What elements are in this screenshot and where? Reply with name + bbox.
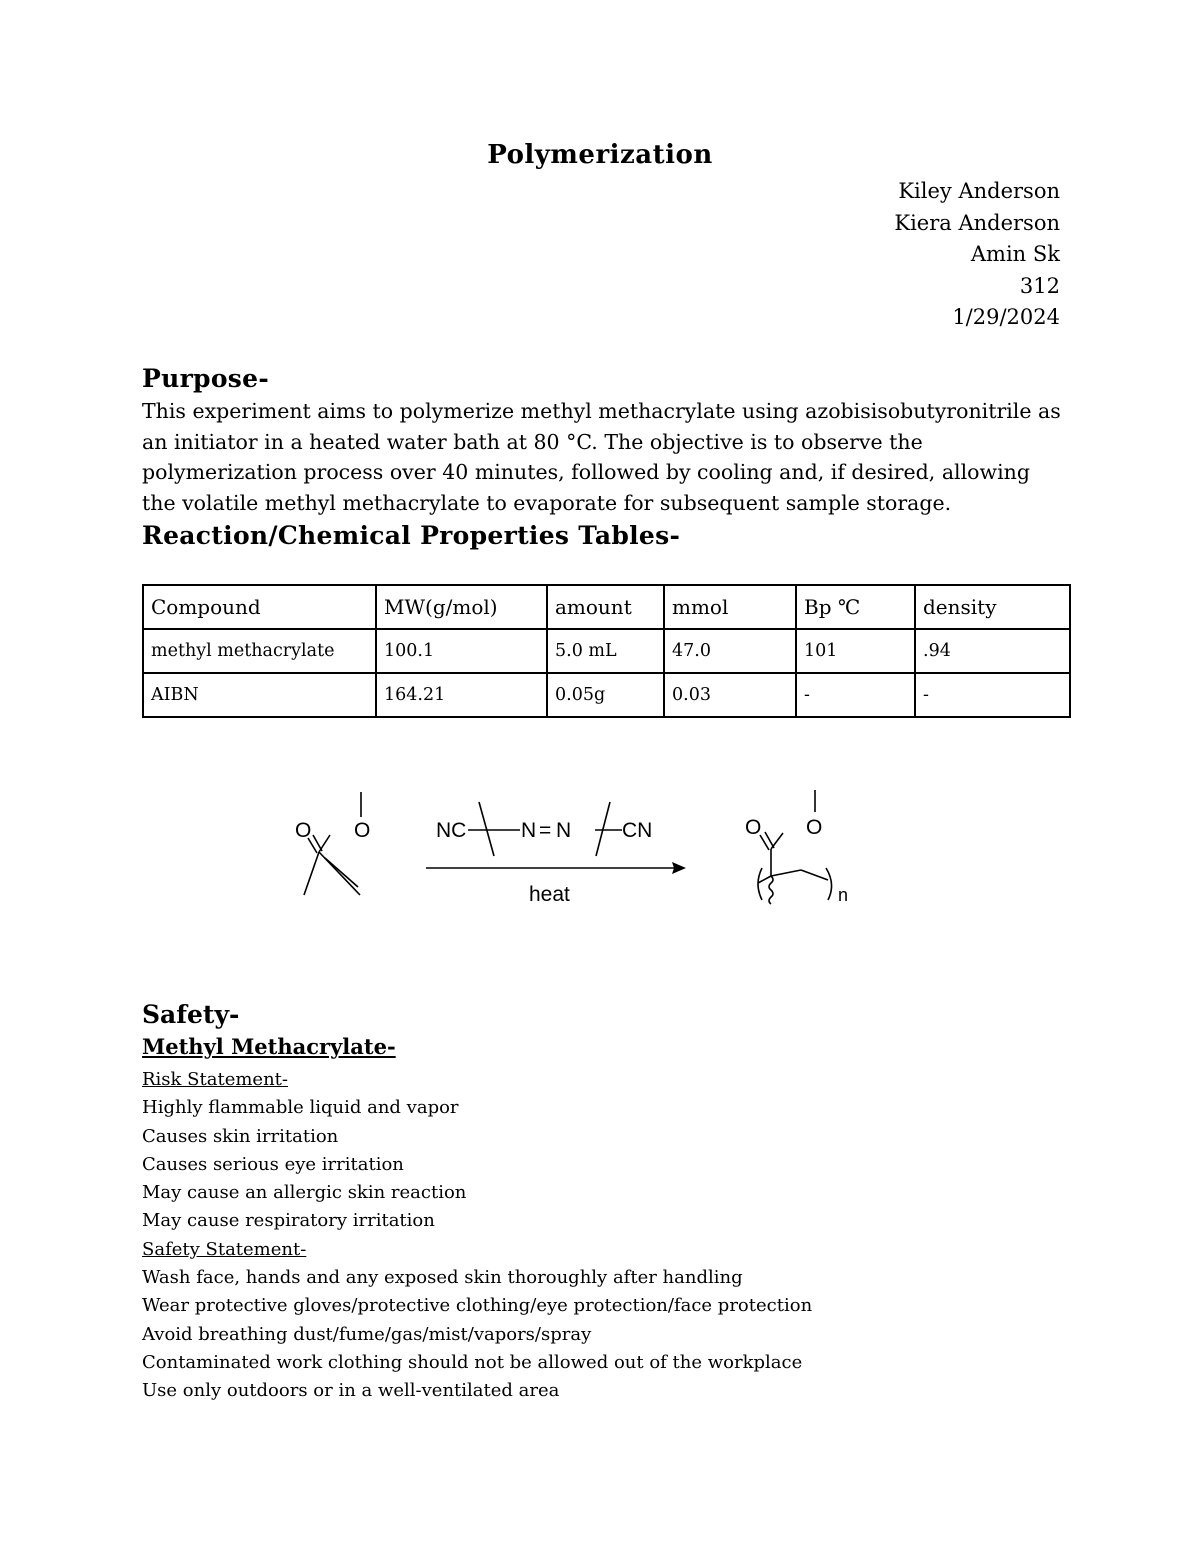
list-item: Causes skin irritation xyxy=(142,1125,339,1147)
column-header: density xyxy=(915,585,1070,629)
list-item: Wash face, hands and any exposed skin thoroughly after handling xyxy=(142,1267,743,1289)
purpose-line: an initiator in a heated water bath at 80 °C. The objective is to observe the xyxy=(142,429,923,454)
list-item: Highly flammable liquid and vapor xyxy=(142,1097,459,1119)
reaction-arrow-head xyxy=(672,862,686,874)
reagent-n1: N xyxy=(521,819,537,842)
table-cell: methyl methacrylate xyxy=(143,629,376,673)
reagent-double-bond: = xyxy=(539,819,552,842)
table-cell: 5.0 mL xyxy=(547,629,664,673)
section-number: 312 xyxy=(1019,273,1060,298)
purpose-line: This experiment aims to polymerize methyl methacrylate using azobisisobutyronitrile as xyxy=(142,399,1061,423)
table-cell: - xyxy=(796,673,915,717)
table-cell: 164.21 xyxy=(376,673,547,717)
list-item: Contaminated work clothing should not be allowed out of the workplace xyxy=(142,1351,803,1373)
list-item: May cause an allergic skin reaction xyxy=(142,1182,467,1204)
table-cell: 0.03 xyxy=(664,673,796,717)
table-cell: 0.05g xyxy=(547,673,664,717)
column-header: mmol xyxy=(664,585,796,629)
safety-statement-heading: Safety Statement- xyxy=(142,1238,307,1260)
reaction-scheme xyxy=(280,780,880,920)
page-title: Polymerization xyxy=(487,140,713,170)
product-atom-o: O xyxy=(745,816,762,839)
list-item: Avoid breathing dust/fume/gas/mist/vapors/spray xyxy=(142,1323,592,1345)
product-structure xyxy=(758,790,832,904)
column-header: MW(g/mol) xyxy=(376,585,547,629)
list-item: Wear protective gloves/protective clothing/eye protection/face protection xyxy=(142,1295,813,1317)
risk-statement-heading: Risk Statement- xyxy=(142,1069,288,1090)
table-cell: - xyxy=(915,673,1070,717)
author-line: Kiley Anderson xyxy=(898,179,1060,203)
reaction-condition: heat xyxy=(529,883,570,906)
author-block xyxy=(894,176,1060,334)
column-header: Bp ℃ xyxy=(796,585,915,629)
product-subscript-n: n xyxy=(838,885,849,905)
table-row xyxy=(143,629,1070,673)
table-cell: 101 xyxy=(796,629,915,673)
table-header-row xyxy=(143,585,1070,629)
reactant-atom-o: O xyxy=(354,819,371,842)
safety-list xyxy=(142,1066,812,1406)
date: 1/29/2024 xyxy=(952,305,1060,329)
list-item: Use only outdoors or in a well-ventilated area xyxy=(142,1380,560,1402)
list-item: May cause respiratory irritation xyxy=(142,1210,435,1232)
chemical-properties-table xyxy=(142,584,1071,718)
column-header: amount xyxy=(547,585,664,629)
purpose-line: polymerization process over 40 minutes, followed by cooling and, if desired, allowing xyxy=(142,460,1030,484)
reagent-n2: N xyxy=(556,819,572,842)
column-header: Compound xyxy=(143,585,376,629)
purpose-line: the volatile methyl methacrylate to evaporate for subsequent sample storage. xyxy=(142,490,952,515)
purpose-paragraph xyxy=(142,396,1072,518)
reactant-structure xyxy=(304,792,361,895)
reagent-nc: NC xyxy=(436,819,467,842)
table-cell: 47.0 xyxy=(664,629,796,673)
table-cell: .94 xyxy=(915,629,1070,673)
table-row xyxy=(143,673,1070,717)
compound-heading: Methyl Methacrylate- xyxy=(142,1034,396,1059)
purpose-heading: Purpose- xyxy=(142,364,270,393)
table-cell: AIBN xyxy=(143,673,376,717)
list-item: Causes serious eye irritation xyxy=(142,1153,404,1175)
author-line: Kiera Anderson xyxy=(894,210,1060,235)
reactant-atom-o: O xyxy=(295,819,312,842)
table-cell: 100.1 xyxy=(376,629,547,673)
author-line: Amin Sk xyxy=(970,242,1060,266)
safety-heading: Safety- xyxy=(142,1000,240,1029)
table-heading: Reaction/Chemical Properties Tables- xyxy=(142,521,681,550)
reagent-cn: CN xyxy=(622,819,653,842)
product-atom-o: O xyxy=(806,816,823,839)
